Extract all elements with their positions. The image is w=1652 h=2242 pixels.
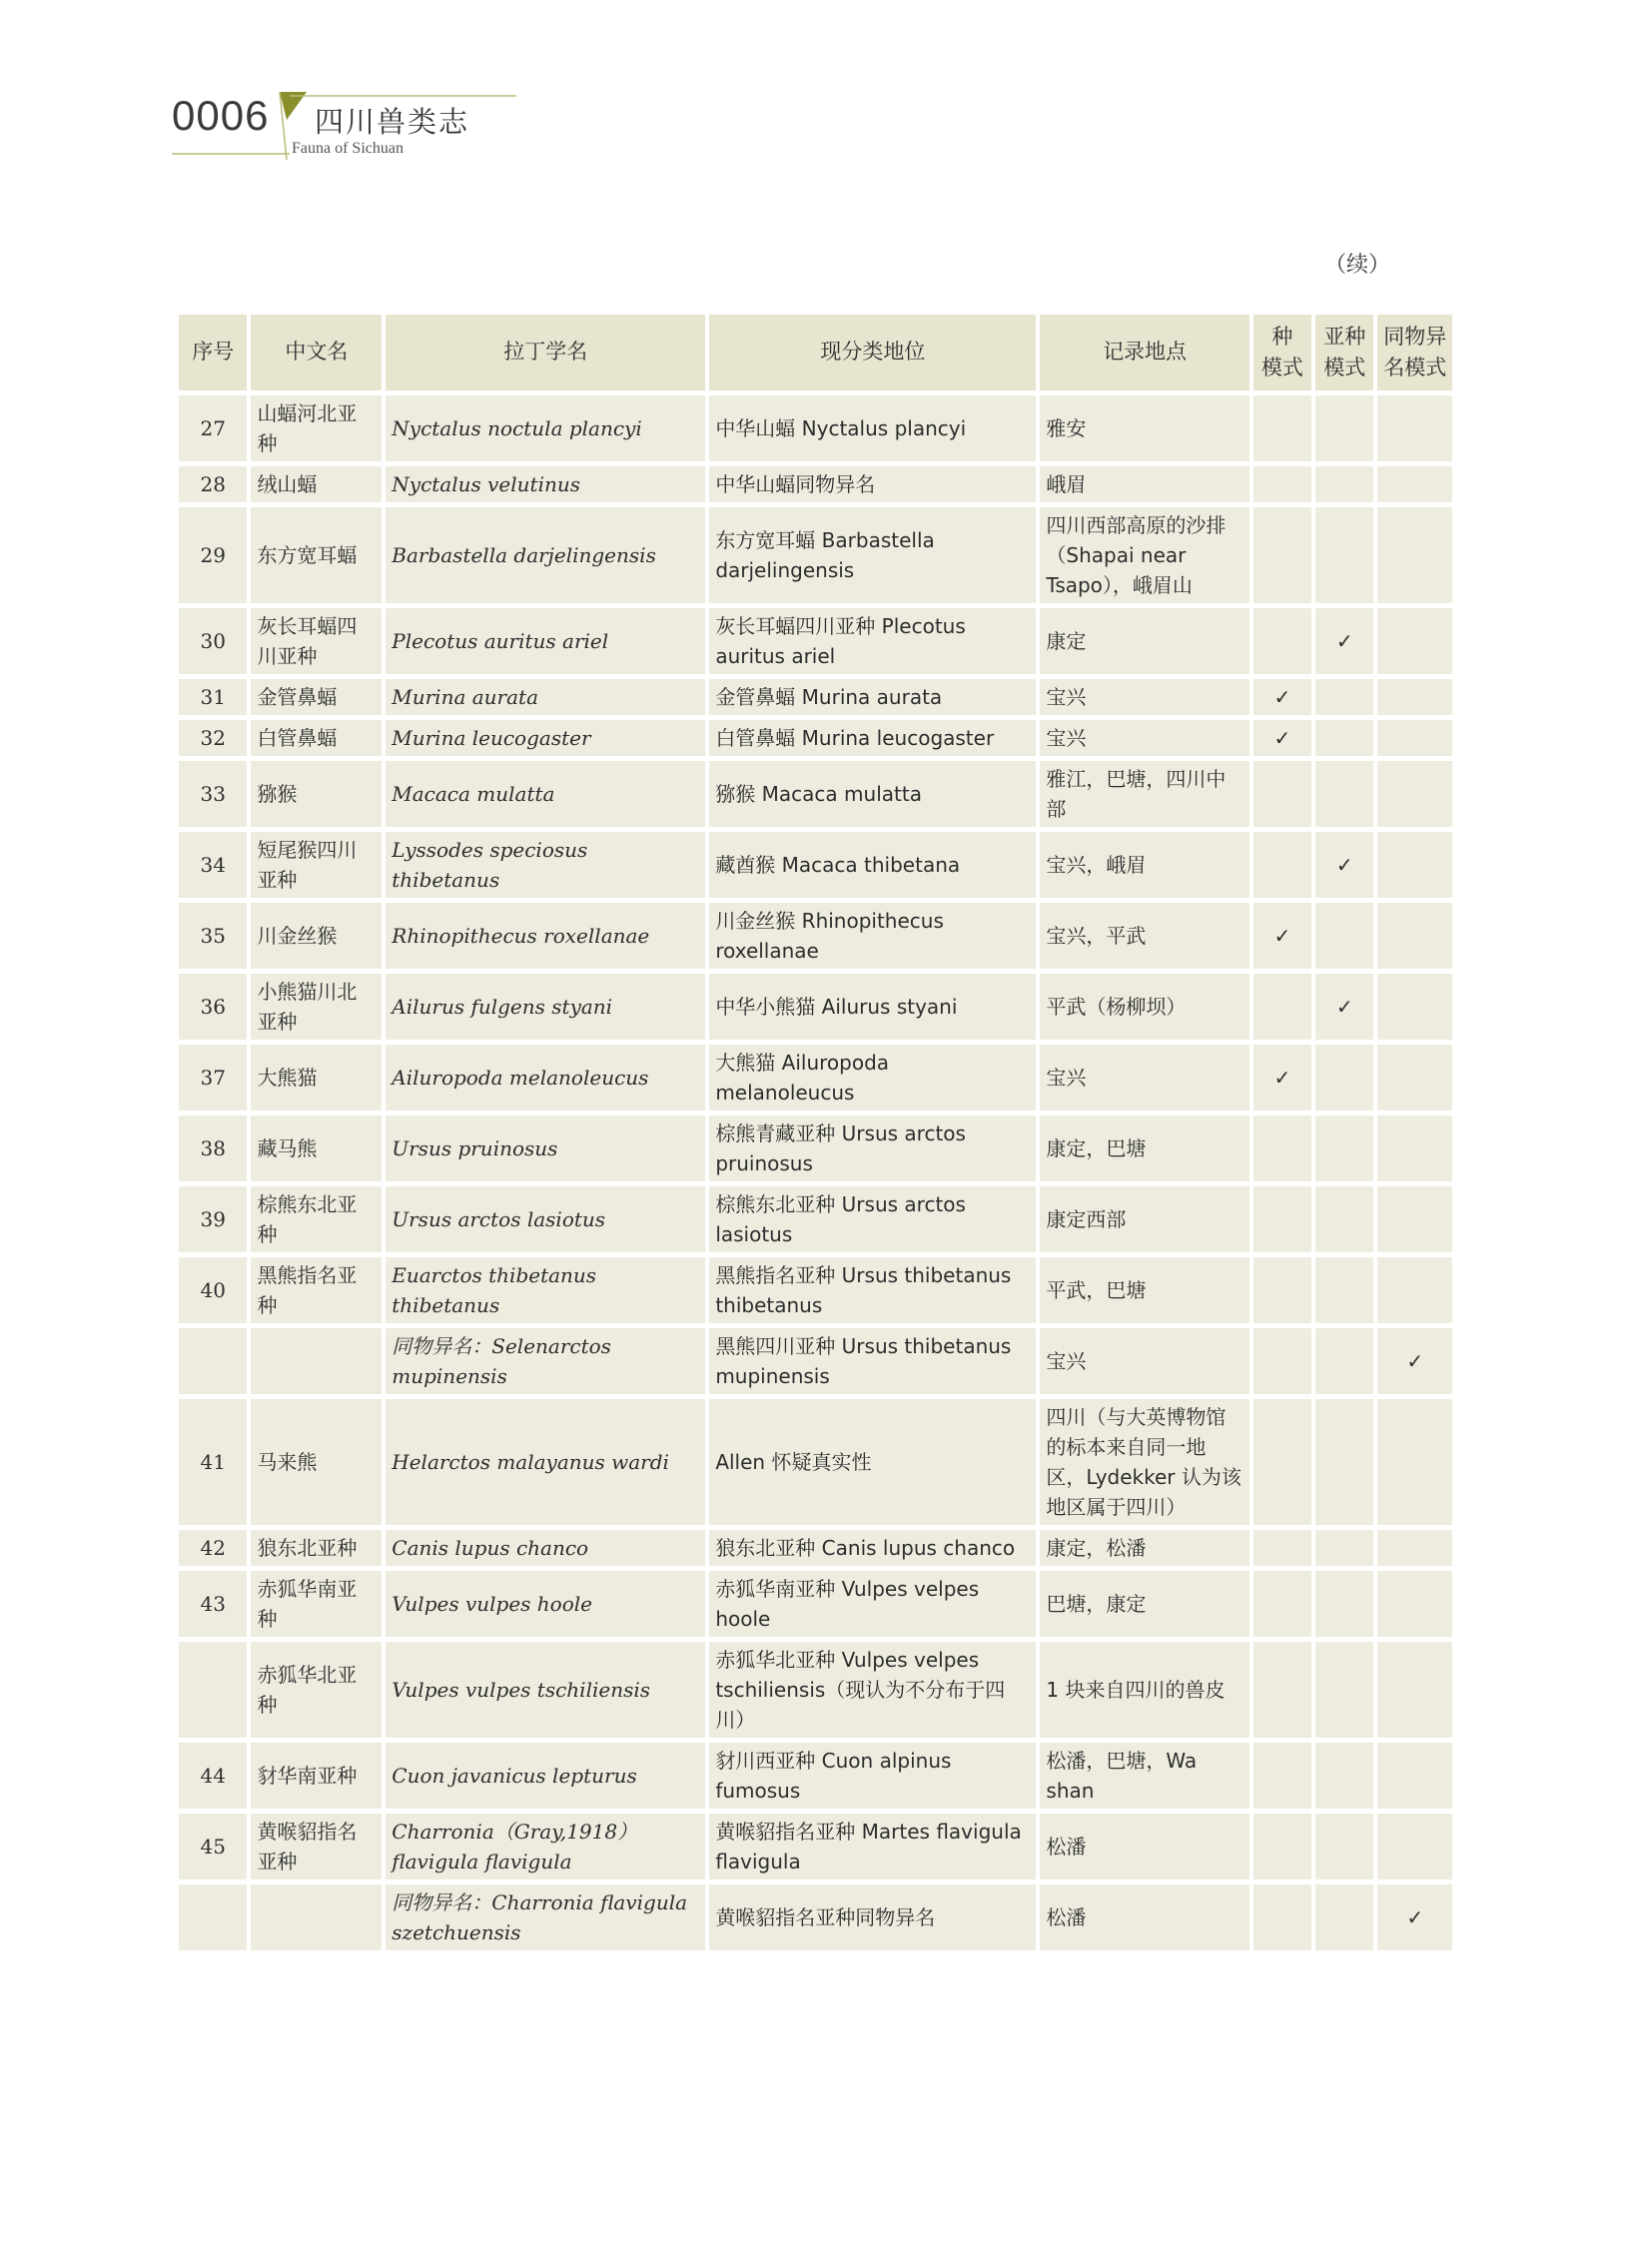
latin-name: Ursus pruinosus — [386, 1116, 705, 1181]
record-locality: 松潘 — [1040, 1814, 1248, 1879]
species-type-check — [1253, 1571, 1311, 1637]
current-classification: 中华山蝠 Nyctalus plancyi — [709, 395, 1036, 461]
record-locality: 康定，松潘 — [1040, 1530, 1248, 1566]
current-classification: 棕熊东北亚种 Ursus arctos lasiotus — [709, 1186, 1036, 1252]
table-row — [179, 1186, 1452, 1252]
table-row — [179, 679, 1452, 715]
latin-name: Ailurus fulgens styani — [386, 974, 705, 1040]
row-number: 42 — [179, 1530, 247, 1566]
species-type-check: ✓ — [1253, 720, 1311, 756]
species-type-check: ✓ — [1253, 903, 1311, 969]
row-number: 45 — [179, 1814, 247, 1879]
table-row — [179, 1814, 1452, 1879]
synonym-type-check — [1377, 1743, 1452, 1809]
table-header-row — [179, 315, 1452, 390]
subspecies-type-check: ✓ — [1315, 832, 1373, 898]
row-number — [179, 1642, 247, 1738]
latin-name: Murina aurata — [386, 679, 705, 715]
synonym-type-check — [1377, 720, 1452, 756]
table-row — [179, 974, 1452, 1040]
current-classification: 白管鼻蝠 Murina leucogaster — [709, 720, 1036, 756]
row-number: 32 — [179, 720, 247, 756]
latin-name: Ailuropoda melanoleucus — [386, 1045, 705, 1111]
table-row — [179, 1257, 1452, 1323]
current-classification: 中华山蝠同物异名 — [709, 466, 1036, 502]
synonym-type-check — [1377, 832, 1452, 898]
chinese-name: 猕猴 — [251, 761, 382, 827]
record-locality: 康定西部 — [1040, 1186, 1248, 1252]
row-number: 33 — [179, 761, 247, 827]
latin-name: Rhinopithecus roxellanae — [386, 903, 705, 969]
row-number: 28 — [179, 466, 247, 502]
synonym-type-check — [1377, 679, 1452, 715]
species-type-check — [1253, 1743, 1311, 1809]
row-number — [179, 1884, 247, 1950]
species-type-check — [1253, 761, 1311, 827]
species-type-check — [1253, 974, 1311, 1040]
latin-name: Charronia（Gray,1918）flavigula flavigula — [386, 1814, 705, 1879]
latin-name: Nyctalus noctula plancyi — [386, 395, 705, 461]
record-locality: 巴塘，康定 — [1040, 1571, 1248, 1637]
synonym-type-check — [1377, 1045, 1452, 1111]
subspecies-type-check — [1315, 1814, 1373, 1879]
record-locality: 宝兴 — [1040, 1045, 1248, 1111]
current-classification: Allen 怀疑真实性 — [709, 1399, 1036, 1525]
subspecies-type-check — [1315, 1399, 1373, 1525]
chinese-name: 大熊猫 — [251, 1045, 382, 1111]
chinese-name: 川金丝猴 — [251, 903, 382, 969]
current-classification: 灰长耳蝠四川亚种 Plecotus auritus ariel — [709, 608, 1036, 674]
record-locality: 松潘，巴塘，Wa shan — [1040, 1743, 1248, 1809]
subspecies-type-check — [1315, 1328, 1373, 1394]
latin-name: Vulpes vulpes tschiliensis — [386, 1642, 705, 1738]
species-type-check — [1253, 1328, 1311, 1394]
latin-name: Lyssodes speciosus thibetanus — [386, 832, 705, 898]
record-locality: 宝兴 — [1040, 1328, 1248, 1394]
subspecies-type-check — [1315, 507, 1373, 603]
current-classification: 豺川西亚种 Cuon alpinus fumosus — [709, 1743, 1036, 1809]
table-row — [179, 1116, 1452, 1181]
chinese-name: 赤狐华北亚种 — [251, 1642, 382, 1738]
latin-name: Barbastella darjelingensis — [386, 507, 705, 603]
subspecies-type-check — [1315, 1116, 1373, 1181]
col-header-record-locality: 记录地点 — [1040, 315, 1248, 390]
chinese-name: 马来熊 — [251, 1399, 382, 1525]
synonym-type-check — [1377, 1642, 1452, 1738]
subspecies-type-check — [1315, 761, 1373, 827]
synonym-type-check: ✓ — [1377, 1884, 1452, 1950]
chinese-name — [251, 1884, 382, 1950]
col-header-chinese-name: 中文名 — [251, 315, 382, 390]
chinese-name: 黑熊指名亚种 — [251, 1257, 382, 1323]
current-classification: 金管鼻蝠 Murina aurata — [709, 679, 1036, 715]
species-type-check — [1253, 1399, 1311, 1525]
synonym-type-check — [1377, 608, 1452, 674]
col-header-species-type: 种 模式 — [1253, 315, 1311, 390]
chinese-name: 短尾猴四川亚种 — [251, 832, 382, 898]
record-locality: 松潘 — [1040, 1884, 1248, 1950]
chinese-name: 白管鼻蝠 — [251, 720, 382, 756]
table-row — [179, 761, 1452, 827]
species-type-check — [1253, 1814, 1311, 1879]
col-header-subspecies-type: 亚种 模式 — [1315, 315, 1373, 390]
current-classification: 赤狐华北亚种 Vulpes velpes tschiliensis（现认为不分布于四川） — [709, 1642, 1036, 1738]
synonym-type-check — [1377, 1186, 1452, 1252]
table-row — [179, 1884, 1452, 1950]
latin-name: Murina leucogaster — [386, 720, 705, 756]
row-number: 31 — [179, 679, 247, 715]
chinese-name: 小熊猫川北亚种 — [251, 974, 382, 1040]
current-classification: 猕猴 Macaca mulatta — [709, 761, 1036, 827]
chinese-name: 灰长耳蝠四川亚种 — [251, 608, 382, 674]
latin-name: Euarctos thibetanus thibetanus — [386, 1257, 705, 1323]
subspecies-type-check — [1315, 679, 1373, 715]
latin-name: 同物异名：Charronia flavigula szetchuensis — [386, 1884, 705, 1950]
page-number: 0006 — [172, 92, 270, 139]
chinese-name: 赤狐华南亚种 — [251, 1571, 382, 1637]
subspecies-type-check — [1315, 395, 1373, 461]
synonym-type-check — [1377, 1814, 1452, 1879]
table-row — [179, 1530, 1452, 1566]
row-number: 43 — [179, 1571, 247, 1637]
subspecies-type-check — [1315, 1045, 1373, 1111]
current-classification: 川金丝猴 Rhinopithecus roxellanae — [709, 903, 1036, 969]
table-row — [179, 1642, 1452, 1738]
species-type-check — [1253, 608, 1311, 674]
chinese-name: 金管鼻蝠 — [251, 679, 382, 715]
table-row — [179, 395, 1452, 461]
row-number: 34 — [179, 832, 247, 898]
continued-label: （续） — [1323, 253, 1390, 278]
subspecies-type-check — [1315, 1884, 1373, 1950]
table-row — [179, 1328, 1452, 1394]
record-locality: 平武，巴塘 — [1040, 1257, 1248, 1323]
row-number: 41 — [179, 1399, 247, 1525]
book-subtitle: Fauna of Sichuan — [292, 140, 404, 157]
synonym-type-check — [1377, 466, 1452, 502]
table-row — [179, 507, 1452, 603]
latin-name: Cuon javanicus lepturus — [386, 1743, 705, 1809]
table-row — [179, 832, 1452, 898]
species-type-check: ✓ — [1253, 679, 1311, 715]
current-classification: 狼东北亚种 Canis lupus chanco — [709, 1530, 1036, 1566]
record-locality: 雅江，巴塘，四川中部 — [1040, 761, 1248, 827]
synonym-type-check — [1377, 761, 1452, 827]
fauna-table — [175, 310, 1456, 1955]
current-classification: 大熊猫 Ailuropoda melanoleucus — [709, 1045, 1036, 1111]
species-type-check — [1253, 1257, 1311, 1323]
record-locality: 宝兴 — [1040, 679, 1248, 715]
chinese-name: 狼东北亚种 — [251, 1530, 382, 1566]
synonym-type-check — [1377, 974, 1452, 1040]
species-type-check — [1253, 1116, 1311, 1181]
subspecies-type-check — [1315, 466, 1373, 502]
table-row — [179, 903, 1452, 969]
chinese-name — [251, 1328, 382, 1394]
record-locality: 峨眉 — [1040, 466, 1248, 502]
row-number: 30 — [179, 608, 247, 674]
record-locality: 1 块来自四川的兽皮 — [1040, 1642, 1248, 1738]
chinese-name: 山蝠河北亚种 — [251, 395, 382, 461]
species-type-check: ✓ — [1253, 1045, 1311, 1111]
latin-name: Helarctos malayanus wardi — [386, 1399, 705, 1525]
latin-name: Macaca mulatta — [386, 761, 705, 827]
species-type-check — [1253, 1186, 1311, 1252]
record-locality: 宝兴，峨眉 — [1040, 832, 1248, 898]
row-number: 29 — [179, 507, 247, 603]
species-type-check — [1253, 1530, 1311, 1566]
latin-name: Canis lupus chanco — [386, 1530, 705, 1566]
current-classification: 棕熊青藏亚种 Ursus arctos pruinosus — [709, 1116, 1036, 1181]
table-row — [179, 1045, 1452, 1111]
table-row — [179, 1571, 1452, 1637]
row-number: 27 — [179, 395, 247, 461]
col-header-current-classification: 现分类地位 — [709, 315, 1036, 390]
subspecies-type-check — [1315, 1530, 1373, 1566]
row-number: 37 — [179, 1045, 247, 1111]
col-header-synonym-type: 同物异 名模式 — [1377, 315, 1452, 390]
subspecies-type-check — [1315, 1186, 1373, 1252]
book-title: 四川兽类志 — [315, 105, 470, 139]
subspecies-type-check — [1315, 1642, 1373, 1738]
species-type-check — [1253, 1884, 1311, 1950]
record-locality: 平武（杨柳坝） — [1040, 974, 1248, 1040]
species-type-check — [1253, 832, 1311, 898]
col-header-no: 序号 — [179, 315, 247, 390]
record-locality: 宝兴 — [1040, 720, 1248, 756]
record-locality: 四川（与大英博物馆的标本来自同一地区，Lydekker 认为该地区属于四川） — [1040, 1399, 1248, 1525]
subspecies-type-check — [1315, 1571, 1373, 1637]
chinese-name: 绒山蝠 — [251, 466, 382, 502]
latin-name: Ursus arctos lasiotus — [386, 1186, 705, 1252]
subspecies-type-check: ✓ — [1315, 974, 1373, 1040]
subspecies-type-check — [1315, 1257, 1373, 1323]
synonym-type-check — [1377, 1257, 1452, 1323]
species-type-check — [1253, 466, 1311, 502]
current-classification: 东方宽耳蝠 Barbastella darjelingensis — [709, 507, 1036, 603]
row-number: 38 — [179, 1116, 247, 1181]
current-classification: 中华小熊猫 Ailurus styani — [709, 974, 1036, 1040]
species-type-check — [1253, 395, 1311, 461]
record-locality: 四川西部高原的沙排（Shapai near Tsapo），峨眉山 — [1040, 507, 1248, 603]
species-type-check — [1253, 1642, 1311, 1738]
col-header-latin-name: 拉丁学名 — [386, 315, 705, 390]
latin-name: Plecotus auritus ariel — [386, 608, 705, 674]
latin-name: Vulpes vulpes hoole — [386, 1571, 705, 1637]
subspecies-type-check — [1315, 720, 1373, 756]
synonym-type-check — [1377, 903, 1452, 969]
synonym-type-check — [1377, 395, 1452, 461]
synonym-type-check — [1377, 1399, 1452, 1525]
chinese-name: 豺华南亚种 — [251, 1743, 382, 1809]
record-locality: 康定 — [1040, 608, 1248, 674]
row-number: 44 — [179, 1743, 247, 1809]
synonym-type-check: ✓ — [1377, 1328, 1452, 1394]
synonym-type-check — [1377, 1571, 1452, 1637]
species-type-check — [1253, 507, 1311, 603]
record-locality: 康定，巴塘 — [1040, 1116, 1248, 1181]
page-header — [172, 84, 531, 160]
table-row — [179, 1743, 1452, 1809]
current-classification: 黑熊四川亚种 Ursus thibetanus mupinensis — [709, 1328, 1036, 1394]
record-locality: 雅安 — [1040, 395, 1248, 461]
subspecies-type-check: ✓ — [1315, 608, 1373, 674]
chinese-name: 藏马熊 — [251, 1116, 382, 1181]
current-classification: 黄喉貂指名亚种 Martes flavigula flavigula — [709, 1814, 1036, 1879]
subspecies-type-check — [1315, 1743, 1373, 1809]
synonym-type-check — [1377, 507, 1452, 603]
subspecies-type-check — [1315, 903, 1373, 969]
row-number: 36 — [179, 974, 247, 1040]
latin-name: 同物异名：Selenarctos mupinensis — [386, 1328, 705, 1394]
record-locality: 宝兴，平武 — [1040, 903, 1248, 969]
chinese-name: 黄喉貂指名亚种 — [251, 1814, 382, 1879]
current-classification: 赤狐华南亚种 Vulpes velpes hoole — [709, 1571, 1036, 1637]
row-number — [179, 1328, 247, 1394]
synonym-type-check — [1377, 1530, 1452, 1566]
table-row — [179, 466, 1452, 502]
current-classification: 藏酋猴 Macaca thibetana — [709, 832, 1036, 898]
current-classification: 黄喉貂指名亚种同物异名 — [709, 1884, 1036, 1950]
row-number: 39 — [179, 1186, 247, 1252]
row-number: 40 — [179, 1257, 247, 1323]
table-row — [179, 608, 1452, 674]
chinese-name: 棕熊东北亚种 — [251, 1186, 382, 1252]
current-classification: 黑熊指名亚种 Ursus thibetanus thibetanus — [709, 1257, 1036, 1323]
row-number: 35 — [179, 903, 247, 969]
chinese-name: 东方宽耳蝠 — [251, 507, 382, 603]
latin-name: Nyctalus velutinus — [386, 466, 705, 502]
table-row — [179, 1399, 1452, 1525]
table-row — [179, 720, 1452, 756]
synonym-type-check — [1377, 1116, 1452, 1181]
